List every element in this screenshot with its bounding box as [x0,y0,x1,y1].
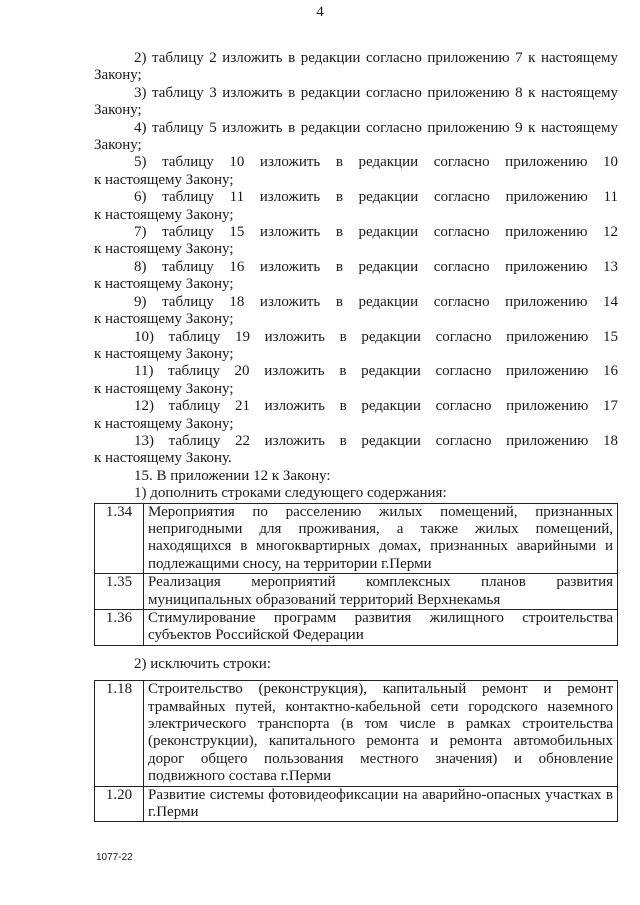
add-rows-table [94,503,618,646]
amendment-item-continuation: к настоящему Закону. [94,450,232,467]
amendment-list-short [94,50,618,154]
amendment-item [94,259,618,294]
amendment-item-first-line: 9) таблицу 18 изложить в редакции согласно приложению 14 [134,293,618,310]
amendment-item-continuation: Закону; [94,67,142,84]
amendment-item-first-line: 5) таблицу 10 изложить в редакции согласно приложению 10 [134,154,618,171]
amendment-list-long [94,154,618,467]
row-text: Развитие системы фотовидеофиксации на аварийно-опасных участках в г.Перми [144,786,618,822]
row-text: Строительство (реконструкция), капитальный ремонт и ремонт трамвайных путей, контактно-кабельной сети городского наземного электрического транспорта (в том числе в рамках строительства (реконструкции), капитального ремонта и ремонта автомобильных дорог общего пользования местного значения) и обновление подвижного состава г.Перми [144,681,618,786]
amendment-item-first-line: 13) таблицу 22 изложить в редакции согласно приложению 18 [134,432,618,449]
amendment-item [94,85,618,120]
table-row [95,681,618,786]
remove-rows-table [94,680,618,822]
amendment-item-continuation: к настоящему Закону; [94,415,234,432]
row-code: 1.36 [95,610,144,646]
amendment-item-first-line: 2) таблицу 2 изложить в редакции согласно приложению 7 к настоящему [134,50,618,66]
amendment-item-continuation: к настоящему Закону; [94,276,234,293]
amendment-item [94,433,618,468]
amendment-item-first-line: 3) таблицу 3 изложить в редакции согласно приложению 8 к настоящему [134,84,618,101]
row-code: 1.35 [95,574,144,610]
row-code: 1.18 [95,681,144,786]
amendment-item-first-line: 11) таблицу 20 изложить в редакции согласно приложению 16 [134,363,618,380]
amendment-item-continuation: Закону; [94,102,142,119]
amendment-item-first-line: 4) таблицу 5 изложить в редакции согласно приложению 9 к настоящему [134,119,618,136]
amendment-item-first-line: 8) таблицу 16 изложить в редакции согласно приложению 13 [134,258,618,275]
row-code: 1.20 [95,786,144,822]
amendment-item [94,189,618,224]
amendment-item-first-line: 6) таблицу 11 изложить в редакции согласно приложению 11 [134,189,618,206]
amendment-item-continuation: к настоящему Закону; [94,206,234,223]
table-row [95,786,618,822]
row-text: Реализация мероприятий комплексных планов развития муниципальных образований территорий Верхнекамья [144,574,618,610]
amendment-item-continuation: к настоящему Закону; [94,380,234,397]
row-text: Стимулирование программ развития жилищного строительства субъектов Российской Федерации [144,610,618,646]
amendment-item [94,154,618,189]
document-code: 1077-22 [96,852,133,863]
amendment-item [94,363,618,398]
amendment-item-continuation: к настоящему Закону; [94,311,234,328]
table-row [95,574,618,610]
amendment-item-first-line: 12) таблицу 21 изложить в редакции согласно приложению 17 [134,398,618,415]
add-rows-intro: 1) дополнить строками следующего содержания: [134,485,447,502]
amendment-item-first-line: 10) таблицу 19 изложить в редакции согласно приложению 15 [134,328,618,345]
amendment-item-continuation: Закону; [94,137,142,154]
amendment-item-continuation: к настоящему Закону; [94,345,234,362]
table-row [95,610,618,646]
row-code: 1.34 [95,503,144,574]
document-body [94,50,618,822]
section-15-heading: 15. В приложении 12 к Закону: [134,467,331,484]
amendment-item [94,329,618,364]
amendment-item [94,50,618,85]
amendment-item-first-line: 7) таблицу 15 изложить в редакции согласно приложению 12 [134,224,618,241]
amendment-item-continuation: к настоящему Закону; [94,171,234,188]
amendment-item [94,224,618,259]
row-text: Мероприятия по расселению жилых помещений, признанных непригодными для проживания, а также жилых помещений, находящихся в многоквартирных домах, признанных аварийными и подлежащими сносу, на территории г.Перми [144,503,618,574]
remove-rows-intro: 2) исключить строки: [134,655,271,672]
amendment-item-continuation: к настоящему Закону; [94,241,234,258]
amendment-item [94,294,618,329]
amendment-item [94,120,618,155]
page-number: 4 [316,4,324,20]
amendment-item [94,398,618,433]
table-row [95,503,618,574]
